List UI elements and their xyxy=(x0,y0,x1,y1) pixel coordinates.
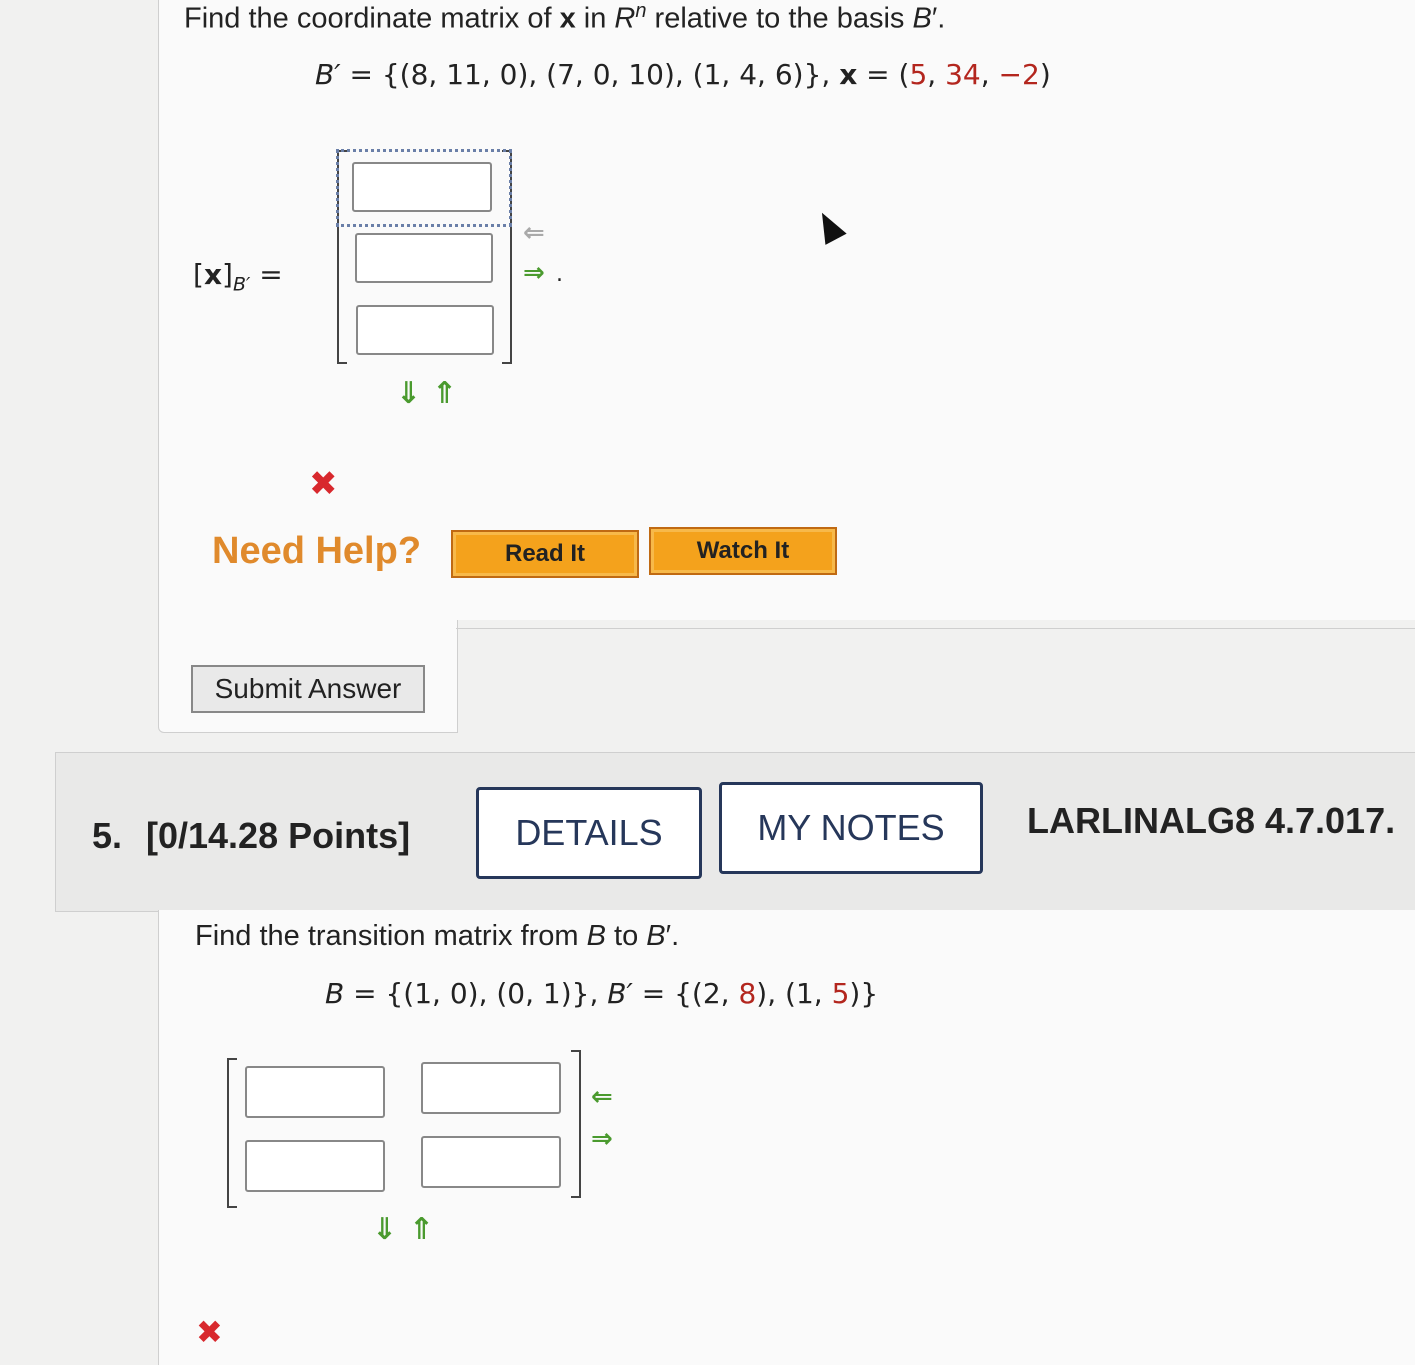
coordinate-matrix-label: $[x]_{B'}$ = xyxy=(193,258,283,296)
need-help-label: Need Help? xyxy=(212,530,422,572)
remove-row-arrow-icon[interactable]: ⇑ xyxy=(409,1212,435,1247)
add-row-arrow-icon[interactable]: ⇓ xyxy=(372,1212,398,1247)
answer-input-row-2[interactable] xyxy=(355,233,493,283)
answer-input-row-3[interactable] xyxy=(356,305,494,355)
details-button[interactable]: DETAILS xyxy=(476,787,702,879)
remove-row-arrow-icon[interactable]: ⇑ xyxy=(432,376,458,411)
matrix-left-bracket xyxy=(227,1058,237,1208)
question-number: 5. xyxy=(92,815,123,856)
period: . xyxy=(556,262,563,287)
submit-answer-button[interactable]: Submit Answer xyxy=(191,665,425,713)
remove-column-arrow-icon[interactable]: ⇐ xyxy=(591,1082,613,1112)
answer-input-r2c2[interactable] xyxy=(421,1136,561,1188)
matrix-right-bracket xyxy=(571,1050,581,1198)
answer-input-row-1[interactable] xyxy=(352,162,492,212)
watch-it-button[interactable]: Watch It xyxy=(649,527,837,575)
question-code: LARLINALG8 4.7.017. xyxy=(1027,800,1396,841)
add-row-arrow-icon[interactable]: ⇓ xyxy=(396,376,422,411)
read-it-button[interactable]: Read It xyxy=(451,530,639,578)
answer-input-r2c1[interactable] xyxy=(245,1140,385,1192)
divider xyxy=(456,628,1415,629)
basis-definition: B′ = {(8, 11, 0), (7, 0, 10), (1, 4, 6)}, x = (5, 34, −2) xyxy=(315,58,1051,91)
answer-input-r1c1[interactable] xyxy=(245,1066,385,1118)
basis-definition: B = {(1, 0), (0, 1)}, B′ = {(2, 8), (1, 5)} xyxy=(325,977,879,1010)
question-5-prompt: Find the transition matrix from B to B′. xyxy=(195,920,680,952)
incorrect-x-icon: ✖ xyxy=(309,464,338,504)
answer-input-r1c2[interactable] xyxy=(421,1062,561,1114)
question-points: [0/14.28 Points] xyxy=(146,815,411,856)
my-notes-button[interactable]: MY NOTES xyxy=(719,782,983,874)
question-4-prompt: Find the coordinate matrix of x in $R^n$ relative to the basis B′. xyxy=(184,0,946,35)
incorrect-x-icon: ✖ xyxy=(196,1313,223,1351)
add-column-arrow-icon[interactable]: ⇒ xyxy=(591,1124,613,1154)
remove-column-arrow-icon[interactable]: ⇐ xyxy=(523,218,545,248)
add-column-arrow-icon[interactable]: ⇒ xyxy=(523,258,545,288)
